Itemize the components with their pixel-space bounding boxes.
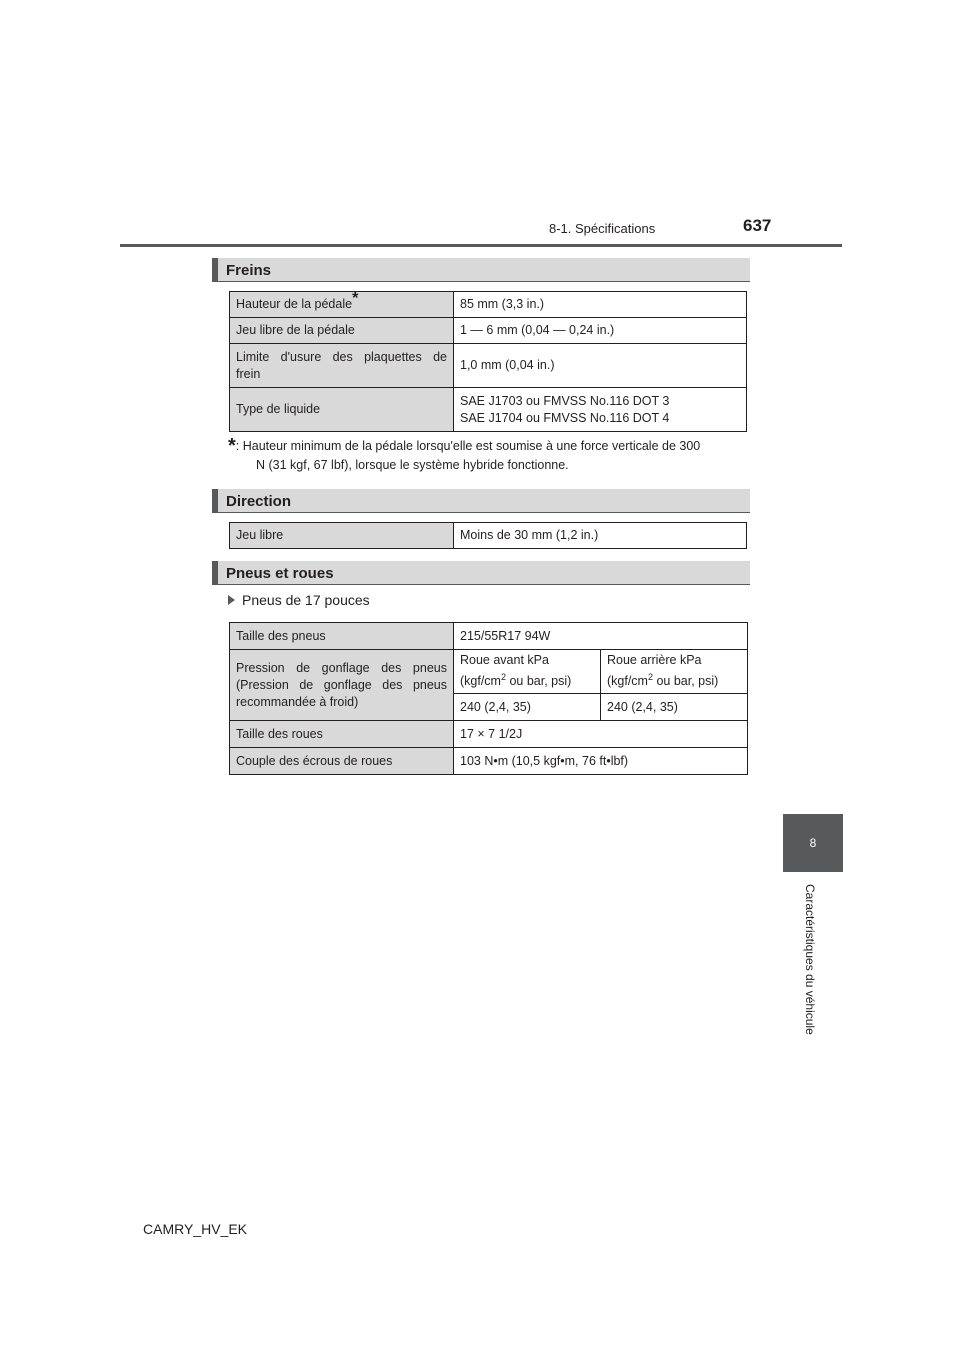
table-cell-label xyxy=(230,289,454,318)
triangle-bullet-icon xyxy=(228,595,235,605)
cell-text: ou bar, psi) xyxy=(506,674,572,689)
footnote xyxy=(228,437,750,475)
section-heading-text: Direction xyxy=(226,493,292,510)
table-cell-header xyxy=(454,650,601,694)
table-cell-label: Jeu libre de la pédale xyxy=(230,318,454,344)
table-row xyxy=(230,388,747,432)
pneus-table xyxy=(229,622,748,775)
table-row xyxy=(230,523,747,549)
superscript: 2 xyxy=(647,672,653,683)
section-heading-direction xyxy=(212,489,750,513)
table-cell-value: 215/55R17 94W xyxy=(454,623,748,650)
footnote-text: : Hauteur minimum de la pédale lorsqu'elle est soumise à une force verticale de 300 xyxy=(235,439,701,453)
table-cell-value: 1 — 6 mm (0,04 — 0,24 in.) xyxy=(454,318,747,344)
chapter-tab[interactable]: 8 xyxy=(783,814,843,872)
table-cell-value: 1,0 mm (0,04 in.) xyxy=(454,344,747,388)
table-row xyxy=(230,344,747,388)
table-cell-label: Taille des roues xyxy=(230,721,454,748)
page-number: 637 xyxy=(743,216,772,235)
cell-text: SAE J1703 ou FMVSS No.116 DOT 3 xyxy=(460,393,670,408)
table-cell-value: 240 (2,4, 35) xyxy=(601,694,748,721)
table-cell-value: Moins de 30 mm (1,2 in.) xyxy=(454,523,747,549)
table-cell-value: 85 mm (3,3 in.) xyxy=(454,292,747,318)
chapter-label-text: Caractéristiques du véhicule xyxy=(803,884,817,1035)
footnote-star: * xyxy=(228,435,236,457)
table-cell-label: Jeu libre xyxy=(230,523,454,549)
header-divider xyxy=(120,244,842,247)
section-heading-pneus xyxy=(212,561,750,585)
table-cell-value xyxy=(454,388,747,432)
table-row xyxy=(230,650,748,694)
section-heading-text: Freins xyxy=(226,262,272,279)
table-row xyxy=(230,721,748,748)
table-row xyxy=(230,318,747,344)
table-row xyxy=(230,748,748,775)
subheading xyxy=(228,592,370,608)
cell-text: (Pression de gonflage des pneus xyxy=(236,677,447,692)
section-heading-text: Pneus et roues xyxy=(226,565,334,582)
table-row xyxy=(230,292,747,318)
cell-text: Pression de gonflage des pneus xyxy=(236,660,447,675)
cell-text: Roue avant kPa xyxy=(460,653,549,668)
table-cell-value: 240 (2,4, 35) xyxy=(454,694,601,721)
cell-text xyxy=(460,669,594,690)
cell-text: Limite d'usure des plaquettes de xyxy=(236,349,447,364)
cell-text: Roue arrière kPa xyxy=(607,653,702,668)
chapter-label xyxy=(799,884,819,1054)
footnote-marker: * xyxy=(352,289,359,307)
section-heading-freins xyxy=(212,258,750,282)
cell-text: ou bar, psi) xyxy=(653,674,719,689)
section-title: 8-1. Spécifications xyxy=(549,221,656,236)
footnote-text: N (31 kgf, 67 lbf), lorsque le système hybride fonctionne. xyxy=(256,458,569,472)
cell-text: Hauteur de la pédale xyxy=(236,297,353,311)
superscript: 2 xyxy=(500,672,506,683)
cell-text: frein xyxy=(236,366,261,381)
table-cell-header xyxy=(601,650,748,694)
cell-text xyxy=(607,669,741,690)
table-cell-label xyxy=(230,650,454,721)
cell-text: recommandée à froid) xyxy=(236,694,359,709)
table-row xyxy=(230,623,748,650)
table-cell-label: Taille des pneus xyxy=(230,623,454,650)
direction-table xyxy=(229,522,747,549)
cell-text: (kgf/cm xyxy=(460,674,501,689)
table-cell-label: Couple des écrous de roues xyxy=(230,748,454,775)
cell-text: SAE J1704 ou FMVSS No.116 DOT 4 xyxy=(460,410,670,425)
subheading-text: Pneus de 17 pouces xyxy=(242,592,370,608)
table-cell-value: 17 × 7 1/2J xyxy=(454,721,748,748)
table-cell-label: Type de liquide xyxy=(230,388,454,432)
freins-table xyxy=(229,291,747,432)
table-cell-label xyxy=(230,344,454,388)
table-cell-value: 103 N•m (10,5 kgf•m, 76 ft•lbf) xyxy=(454,748,748,775)
footer-model-code: CAMRY_HV_EK xyxy=(143,1221,248,1237)
cell-text: (kgf/cm xyxy=(607,674,648,689)
